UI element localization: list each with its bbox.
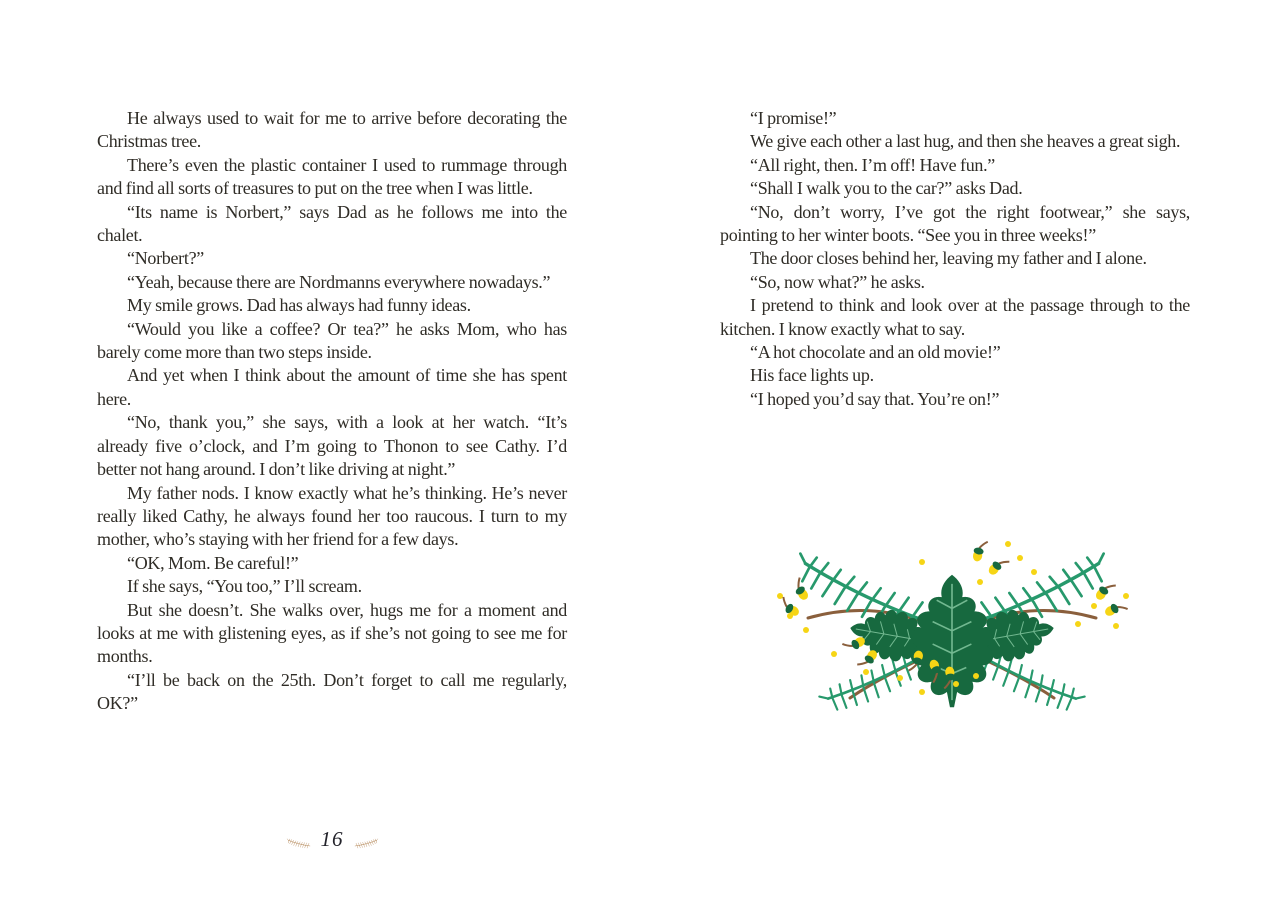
paragraph: “Would you like a coffee? Or tea?” he asks Mom, who has barely come more than two steps inside. xyxy=(97,318,567,363)
paragraph: “A hot chocolate and an old movie!” xyxy=(750,342,1001,363)
paragraph: We give each other a last hug, and then she heaves a great sigh. xyxy=(750,131,1181,152)
oak-leaves xyxy=(846,575,1058,708)
paragraph: “No, thank you,” she says, with a look at her watch. “It’s already five o’clock, and I’m going to Thonon to see Cathy. I’d better not hang around. I don’t like driving at night.” xyxy=(97,412,567,480)
paragraph: “Its name is Norbert,” says Dad as he follows me into the chalet. xyxy=(97,201,567,246)
paragraph: The door closes behind her, leaving my father and I alone. xyxy=(750,248,1147,269)
pine-sprig-icon xyxy=(353,831,379,849)
paragraph: There’s even the plastic container I used to rummage through and find all sorts of treasures to put on the tree when I was little. xyxy=(97,154,567,199)
paragraph: “I’ll be back on the 25th. Don’t forget to call me regularly, OK?” xyxy=(97,669,567,714)
paragraph: “OK, Mom. Be careful!” xyxy=(127,552,299,573)
paragraph: “So, now what?” he asks. xyxy=(750,271,925,292)
right-page-text xyxy=(720,107,1190,411)
paragraph: “Yeah, because there are Nordmanns everywhere nowadays.” xyxy=(127,271,551,292)
left-page-text xyxy=(97,107,567,716)
paragraph: “Shall I walk you to the car?” asks Dad. xyxy=(750,178,1023,199)
paragraph: If she says, “You too,” I’ll scream. xyxy=(127,576,362,597)
paragraph: My father nods. I know exactly what he’s thinking. He’s never really liked Cathy, he always found her too raucous. I turn to my mother, who’s staying with her friend for a few days. xyxy=(97,482,567,550)
page-number: 16 xyxy=(320,827,344,851)
paragraph: His face lights up. xyxy=(750,365,874,386)
paragraph: “I hoped you’d say that. You’re on!” xyxy=(750,388,1000,409)
paragraph: “I promise!” xyxy=(750,108,837,128)
page-footer xyxy=(97,827,567,852)
paragraph: And yet when I think about the amount of time she has spent here. xyxy=(97,365,567,409)
paragraph: I pretend to think and look over at the passage through to the kitchen. I know exactly what to say. xyxy=(720,295,1190,339)
paragraph: “No, don’t worry, I’ve got the right footwear,” she says, pointing to her winter boots. “See you in three weeks!” xyxy=(720,201,1190,246)
paragraph: “Norbert?” xyxy=(127,248,204,269)
chapter-end-ornament xyxy=(772,538,1136,728)
oak-pine-acorn-ornament-icon xyxy=(772,538,1136,728)
paragraph: He always used to wait for me to arrive before decorating the Christmas tree. xyxy=(97,108,567,152)
pine-sprig-icon xyxy=(286,831,312,849)
paragraph: My smile grows. Dad has always had funny ideas. xyxy=(127,295,471,316)
paragraph: “All right, then. I’m off! Have fun.” xyxy=(750,154,995,175)
paragraph: But she doesn’t. She walks over, hugs me for a moment and looks at me with glistening eyes, as if she’s not going to see me for months. xyxy=(97,599,567,667)
